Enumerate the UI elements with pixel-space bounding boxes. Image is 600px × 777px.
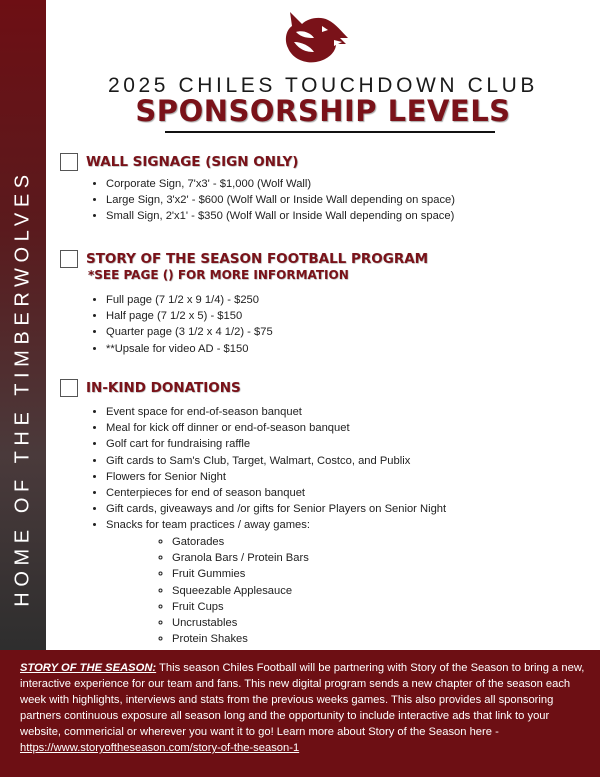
snack-item: ◦ Gatorades (172, 534, 309, 550)
story-program-checkbox[interactable] (60, 250, 78, 268)
list-item: • Meal for kick off dinner or end-of-season banquet (106, 420, 446, 436)
page-title: SPONSORSHIP LEVELS (135, 94, 511, 128)
in-kind-checkbox[interactable] (60, 379, 78, 397)
wall-signage-list (92, 176, 455, 225)
list-item: • Large Sign, 3'x2' - $600 (Wolf Wall or Inside Wall depending on space) (106, 192, 455, 208)
club-name: 2025 CHILES TOUCHDOWN CLUB (107, 74, 539, 97)
list-item: • **Upsale for video AD - $150 (106, 341, 273, 357)
section-heading: WALL SIGNAGE (SIGN ONLY) (86, 154, 299, 170)
snack-list (92, 534, 309, 647)
list-item: • Full page (7 1/2 x 9 1/4) - $250 (106, 292, 273, 308)
section-subheading: *SEE PAGE () FOR MORE INFORMATION (88, 268, 349, 282)
footer-body: This season Chiles Football will be partnering with Story of the Season to bring a new, interactive experience for our team and fans. This new digital program sends a new chapter of the season each week with highlights, interviews and stats from the previous weeks games. This also provides all sponsoring partners continuous exposure all season long and the opportunity to include interactive ads that link to your website, commericial or wherever you want it to go! Learn more about Story of the Season here - (20, 662, 585, 738)
wall-signage-checkbox[interactable] (60, 153, 78, 171)
story-program-list (92, 292, 273, 357)
snack-item: ◦ Fruit Gummies (172, 566, 309, 582)
snack-item: ◦ Squeezable Applesauce (172, 583, 309, 599)
section-heading: STORY OF THE SEASON FOOTBALL PROGRAM (86, 251, 429, 267)
side-banner-text: HOME OF THE TIMBERWOLVES (11, 169, 34, 607)
snack-item: ◦ Fruit Cups (172, 599, 309, 615)
footer-link[interactable]: https://www.storyoftheseason.com/story-of-the-season-1 (20, 742, 300, 754)
list-item: • Corporate Sign, 7'x3' - $1,000 (Wolf Wall) (106, 176, 455, 192)
list-item: • Snacks for team practices / away games: (106, 517, 446, 533)
title-divider (165, 131, 495, 133)
list-item: • Gift cards to Sam's Club, Target, Walmart, Costco, and Publix (106, 453, 446, 469)
list-item: • Quarter page (3 1/2 x 4 1/2) - $75 (106, 324, 273, 340)
list-item: • Small Sign, 2'x1' - $350 (Wolf Wall or Inside Wall depending on space) (106, 208, 455, 224)
in-kind-list (92, 404, 446, 534)
snack-item: ◦ Granola Bars / Protein Bars (172, 550, 309, 566)
list-item: • Gift cards, giveaways and /or gifts for Senior Players on Senior Night (106, 501, 446, 517)
snack-item: ◦ Protein Shakes (172, 631, 309, 647)
list-item: • Flowers for Senior Night (106, 469, 446, 485)
story-of-season-footer (0, 650, 600, 777)
list-item: • Golf cart for fundraising raffle (106, 436, 446, 452)
footer-lead: STORY OF THE SEASON: (20, 662, 157, 674)
snack-item: ◦ Uncrustables (172, 615, 309, 631)
list-item: • Centerpieces for end of season banquet (106, 485, 446, 501)
section-heading: IN-KIND DONATIONS (86, 380, 241, 396)
wolf-head-icon (276, 4, 356, 66)
side-banner-text-wrap (0, 0, 46, 650)
list-item: • Half page (7 1/2 x 5) - $150 (106, 308, 273, 324)
list-item: • Event space for end-of-season banquet (106, 404, 446, 420)
